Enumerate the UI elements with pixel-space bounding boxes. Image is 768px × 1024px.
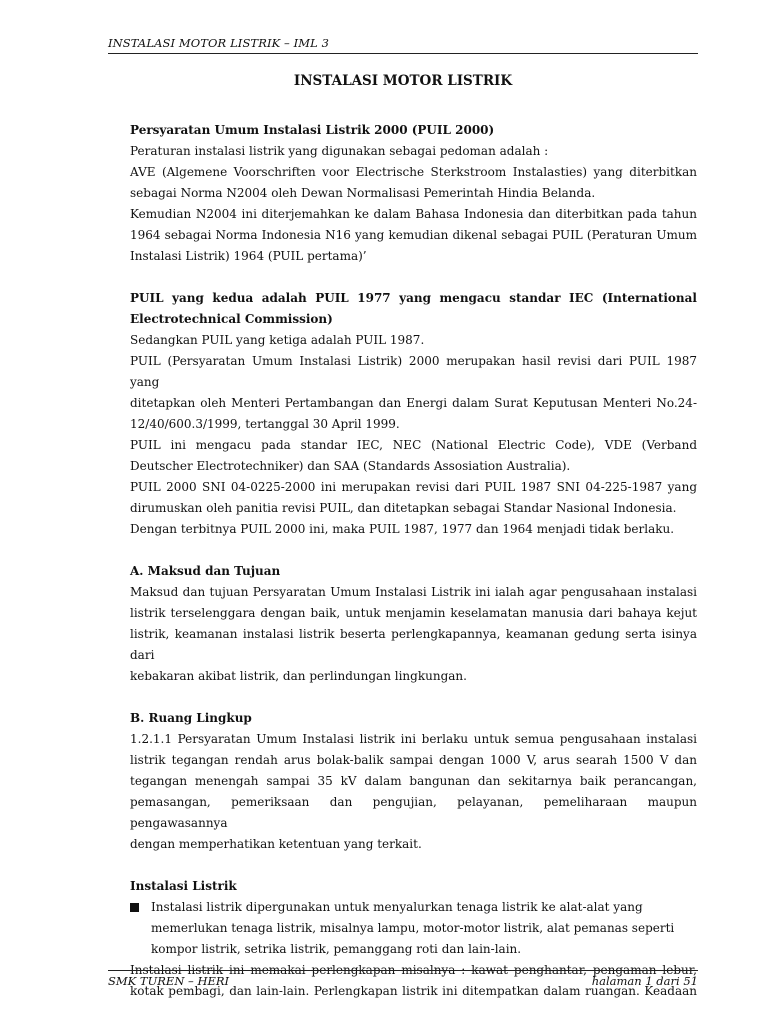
paragraph-line: sebagai Norma N2004 oleh Dewan Normalisasi Pemerintah Hindia Belanda. bbox=[130, 186, 596, 200]
paragraph-line: listrik terselenggara dengan baik, untuk menjamin keselamatan manusia dari bahaya kejut bbox=[130, 606, 697, 620]
running-header bbox=[108, 36, 698, 54]
document-title: INSTALASI MOTOR LISTRIK bbox=[293, 73, 513, 89]
paragraph-line: kotak pembagi, dan lain-lain. Perlengkapan listrik ini ditempatkan dalam ruangan. Keadaan bbox=[130, 984, 697, 998]
section-heading-puil-1977: PUIL yang kedua adalah PUIL 1977 yang mengacu standar IEC (International bbox=[130, 291, 697, 305]
header-text: INSTALASI MOTOR LISTRIK – IML 3 bbox=[108, 36, 330, 50]
running-footer bbox=[108, 970, 698, 988]
document-body bbox=[130, 120, 697, 1002]
bullet-item bbox=[130, 897, 697, 960]
bullet-line: memerlukan tenaga listrik, misalnya lampu, motor-motor listrik, alat pemanas seperti bbox=[151, 921, 675, 935]
bullet-line: Instalasi listrik dipergunakan untuk menyalurkan tenaga listrik ke alat-alat yang bbox=[151, 900, 643, 914]
paragraph-line: Sedangkan PUIL yang ketiga adalah PUIL 1987. bbox=[130, 333, 425, 347]
paragraph-line: PUIL 2000 SNI 04-0225-2000 ini merupakan revisi dari PUIL 1987 SNI 04-225-1987 yang bbox=[130, 480, 697, 494]
paragraph-line: pemasangan, pemeriksaan dan pengujian, pelayanan, pemeliharaan maupun pengawasannya bbox=[130, 795, 697, 830]
paragraph-line: dirumuskan oleh panitia revisi PUIL, dan ditetapkan sebagai Standar Nasional Indonesia. bbox=[130, 501, 677, 515]
paragraph-line: listrik tegangan rendah arus bolak-balik sampai dengan 1000 V, arus searah 1500 V dan bbox=[130, 753, 697, 767]
paragraph-line: tegangan menengah sampai 35 kV dalam bangunan dan sekitarnya baik perancangan, bbox=[130, 774, 697, 788]
paragraph-line: 1964 sebagai Norma Indonesia N16 yang kemudian dikenal sebagai PUIL (Peraturan Umum bbox=[130, 228, 697, 242]
square-bullet-icon bbox=[130, 903, 139, 912]
paragraph-line: 12/40/600.3/1999, tertanggal 30 April 1999. bbox=[130, 417, 400, 431]
paragraph-line: Deutscher Electrotechniker) dan SAA (Standards Assosiation Australia). bbox=[130, 459, 571, 473]
footer-left-text: SMK TUREN – HERI bbox=[108, 974, 230, 988]
paragraph-line: Maksud dan tujuan Persyaratan Umum Instalasi Listrik ini ialah agar pengusahaan instalasi bbox=[130, 585, 697, 599]
section-heading-ruang-lingkup: B. Ruang Lingkup bbox=[130, 711, 252, 725]
section-heading-puil-2000: Persyaratan Umum Instalasi Listrik 2000 (PUIL 2000) bbox=[130, 123, 495, 137]
section-heading-maksud-tujuan: A. Maksud dan Tujuan bbox=[130, 564, 281, 578]
paragraph-line: PUIL (Persyaratan Umum Instalasi Listrik) 2000 merupakan hasil revisi dari PUIL 1987 yang bbox=[130, 354, 697, 389]
page-number: halaman 1 dari 51 bbox=[591, 974, 698, 988]
paragraph-line: kebakaran akibat listrik, dan perlindungan lingkungan. bbox=[130, 669, 467, 683]
bullet-line: kompor listrik, setrika listrik, pemanggang roti dan lain-lain. bbox=[151, 942, 522, 956]
paragraph-line: listrik, keamanan instalasi listrik beserta perlengkapannya, keamanan gedung serta isinya dari bbox=[130, 627, 697, 662]
section-heading-puil-1977-cont: Electrotechnical Commission) bbox=[130, 312, 333, 326]
paragraph-line: Kemudian N2004 ini diterjemahkan ke dalam Bahasa Indonesia dan diterbitkan pada tahun bbox=[130, 207, 697, 221]
paragraph-line: dengan memperhatikan ketentuan yang terkait. bbox=[130, 837, 422, 851]
paragraph-line: Instalasi Listrik) 1964 (PUIL pertama)’ bbox=[130, 249, 367, 263]
paragraph-line: 1.2.1.1 Persyaratan Umum Instalasi listrik ini berlaku untuk semua pengusahaan instalasi bbox=[130, 732, 697, 746]
paragraph-line: PUIL ini mengacu pada standar IEC, NEC (National Electric Code), VDE (Verband bbox=[130, 438, 697, 452]
paragraph-line: Peraturan instalasi listrik yang digunakan sebagai pedoman adalah : bbox=[130, 144, 549, 158]
paragraph-line: AVE (Algemene Voorschriften voor Electrische Sterkstroom Instalasties) yang diterbitkan bbox=[130, 165, 697, 179]
section-heading-instalasi-listrik: Instalasi Listrik bbox=[130, 879, 237, 893]
paragraph-line: ditetapkan oleh Menteri Pertambangan dan Energi dalam Surat Keputusan Menteri No.24- bbox=[130, 396, 697, 410]
paragraph-line: Instalasi listrik ini memakai perlengkapan misalnya : kawat penghantar, pengaman lebur, bbox=[130, 963, 697, 977]
paragraph-line: Dengan terbitnya PUIL 2000 ini, maka PUIL 1987, 1977 dan 1964 menjadi tidak berlaku. bbox=[130, 522, 675, 536]
